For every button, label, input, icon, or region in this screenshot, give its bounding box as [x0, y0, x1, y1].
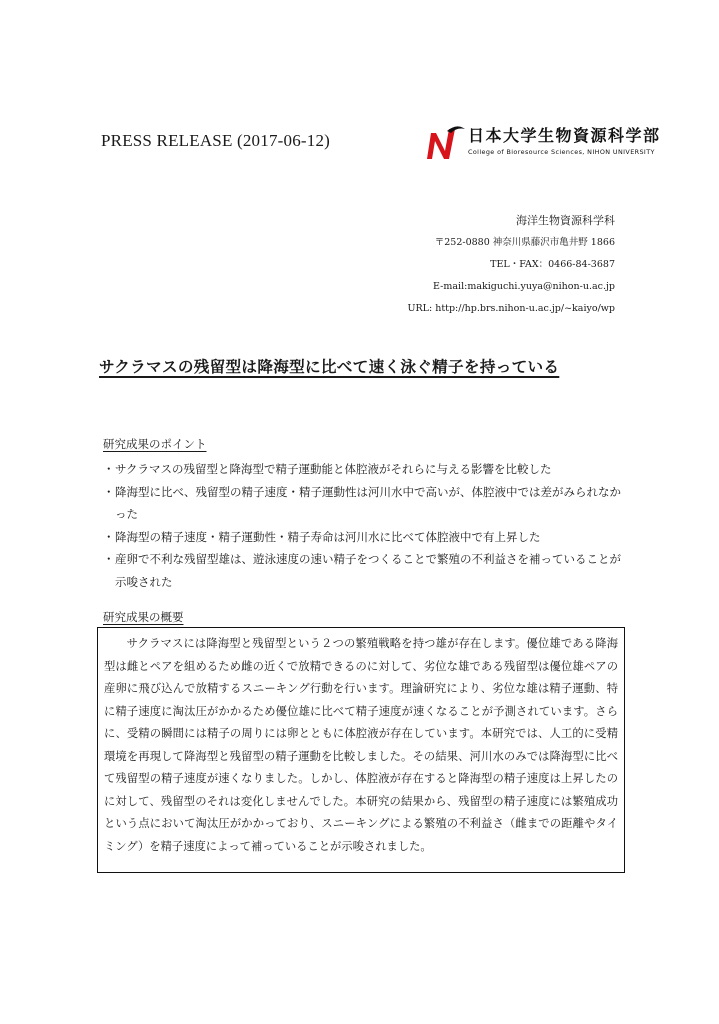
tel-fax: TEL・FAX：0466-84-3687 [490, 259, 615, 270]
bullet-icon: ・ [103, 552, 115, 566]
summary-heading: 研究成果の概要 [103, 610, 184, 624]
press-release-title: PRESS RELEASE (2017-06-12) [101, 131, 331, 150]
list-item [103, 481, 628, 526]
bullet-icon: ・ [103, 462, 115, 476]
address: 〒252-0880 神奈川県藤沢市亀井野 1866 [434, 237, 615, 248]
list-item [103, 548, 628, 593]
summary-box: サクラマスには降海型と残留型という２つの繁殖戦略を持つ雄が存在します。優位雄である降海型は雌とペアを組めるため雌の近くで放精できるのに対して、劣位な雄である残留型は優位雄ペアの産卵に飛び込んで放精するスニーキング行動を行います。理論研究により、劣位な雄は精子運動、特に精子速度に淘汰圧がかかるため優位雄に比べて精子速度が速くなることが予測されています。さらに、受精の瞬間には精子の周りには卵とともに体腔液が存在しています。本研究では、人工的に受精環境を再現して降海型と残留型の精子運動を比較しました。その結果、河川水のみでは降海型に比べて残留型の精子速度が速くなりました。しかし、体腔液が存在すると降海型の精子速度は上昇したのに対して、残留型のそれは変化しませんでした。本研究の結果から、残留型の精子速度には繁殖成功という点において淘汰圧がかかっており、スニーキングによる繁殖の不利益さ（雌までの距離やタイミング）を精子速度によって補っていることが示唆されました。 [97, 627, 625, 873]
point-text: 産卵で不利な残留型雄は、遊泳速度の速い精子をつくることで繁殖の不利益さを補っていることが示唆された [115, 552, 621, 589]
logo-english-text: College of Bioresource Sciences, NIHON UNIVERSITY [468, 148, 655, 156]
email[interactable]: E-mail:makiguchi.yuya@nihon-u.ac.jp [433, 281, 615, 292]
university-logo [421, 119, 661, 167]
website-url[interactable]: URL: http://hp.brs.nihon-u.ac.jp/~kaiyo/wp [407, 303, 615, 314]
department-name: 海洋生物資源科学科 [516, 214, 615, 227]
logo-japanese-text: 日本大学生物資源科学部 [468, 126, 661, 145]
contact-block [408, 210, 615, 320]
points-list [103, 458, 628, 593]
n-logo-icon [421, 119, 467, 165]
list-item [103, 458, 628, 481]
list-item [103, 526, 628, 549]
bullet-icon: ・ [103, 484, 115, 499]
point-text: サクラマスの残留型と降海型で精子運動能と体腔液がそれらに与える影響を比較した [115, 462, 552, 476]
bullet-icon: ・ [103, 529, 115, 544]
point-text: 降海型の精子速度・精子運動性・精子寿命は河川水に比べて体腔液中で有上昇した [115, 529, 541, 544]
headline: サクラマスの残留型は降海型に比べて速く泳ぐ精子を持っている [99, 357, 560, 376]
points-heading: 研究成果のポイント [103, 437, 207, 451]
point-text: 降海型に比べ、残留型の精子速度・精子運動性は河川水中で高いが、体腔液中では差がみられなかった [115, 484, 621, 521]
